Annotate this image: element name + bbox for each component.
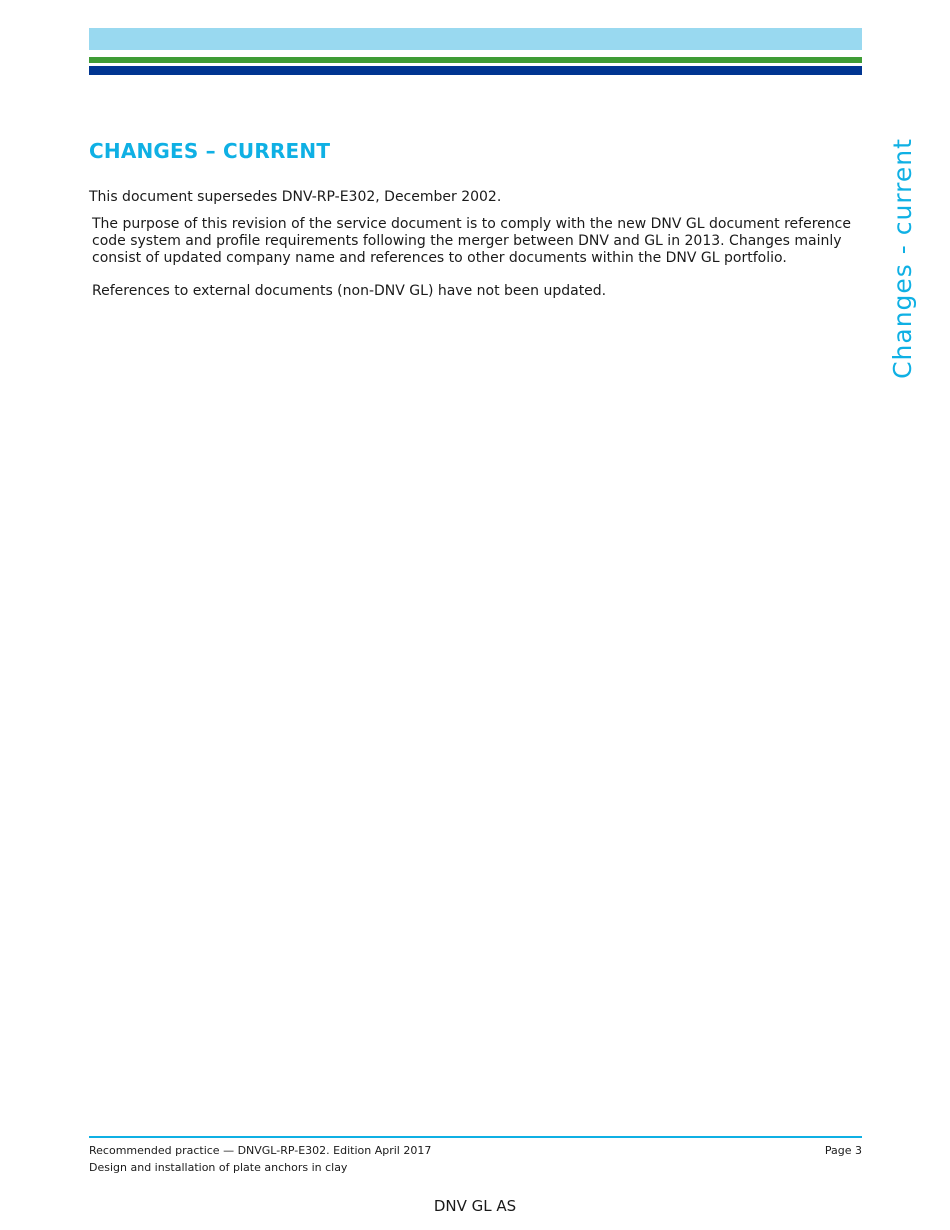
footer-page-number: Page 3: [824, 1144, 862, 1157]
section-title: CHANGES – CURRENT: [89, 139, 331, 163]
footer-document-title: Design and installation of plate anchors in clay: [89, 1161, 348, 1174]
header-band-green: [89, 57, 862, 63]
side-section-label-text: Changes - current: [887, 137, 917, 379]
paragraph-purpose: The purpose of this revision of the service document is to comply with the new DNV GL document reference code system and profile requirements following the merger between DNV and GL in 2013. Changes mainly consist of updated company name and references to other documents within the DNV GL portfolio.: [92, 216, 851, 266]
footer-company: DNV GL AS: [433, 1197, 517, 1215]
side-section-label: [874, 137, 930, 379]
footer-document-info: [89, 1142, 431, 1176]
paragraph-supersedes: This document supersedes DNV-RP-E302, December 2002.: [89, 189, 502, 205]
footer-document-reference: Recommended practice — DNVGL-RP-E302. Edition April 2017: [89, 1144, 432, 1157]
header-band-light: [89, 28, 862, 50]
footer-rule: [89, 1136, 862, 1138]
header-band-blue: [89, 66, 862, 75]
paragraph-references: References to external documents (non-DNV GL) have not been updated.: [92, 283, 607, 299]
